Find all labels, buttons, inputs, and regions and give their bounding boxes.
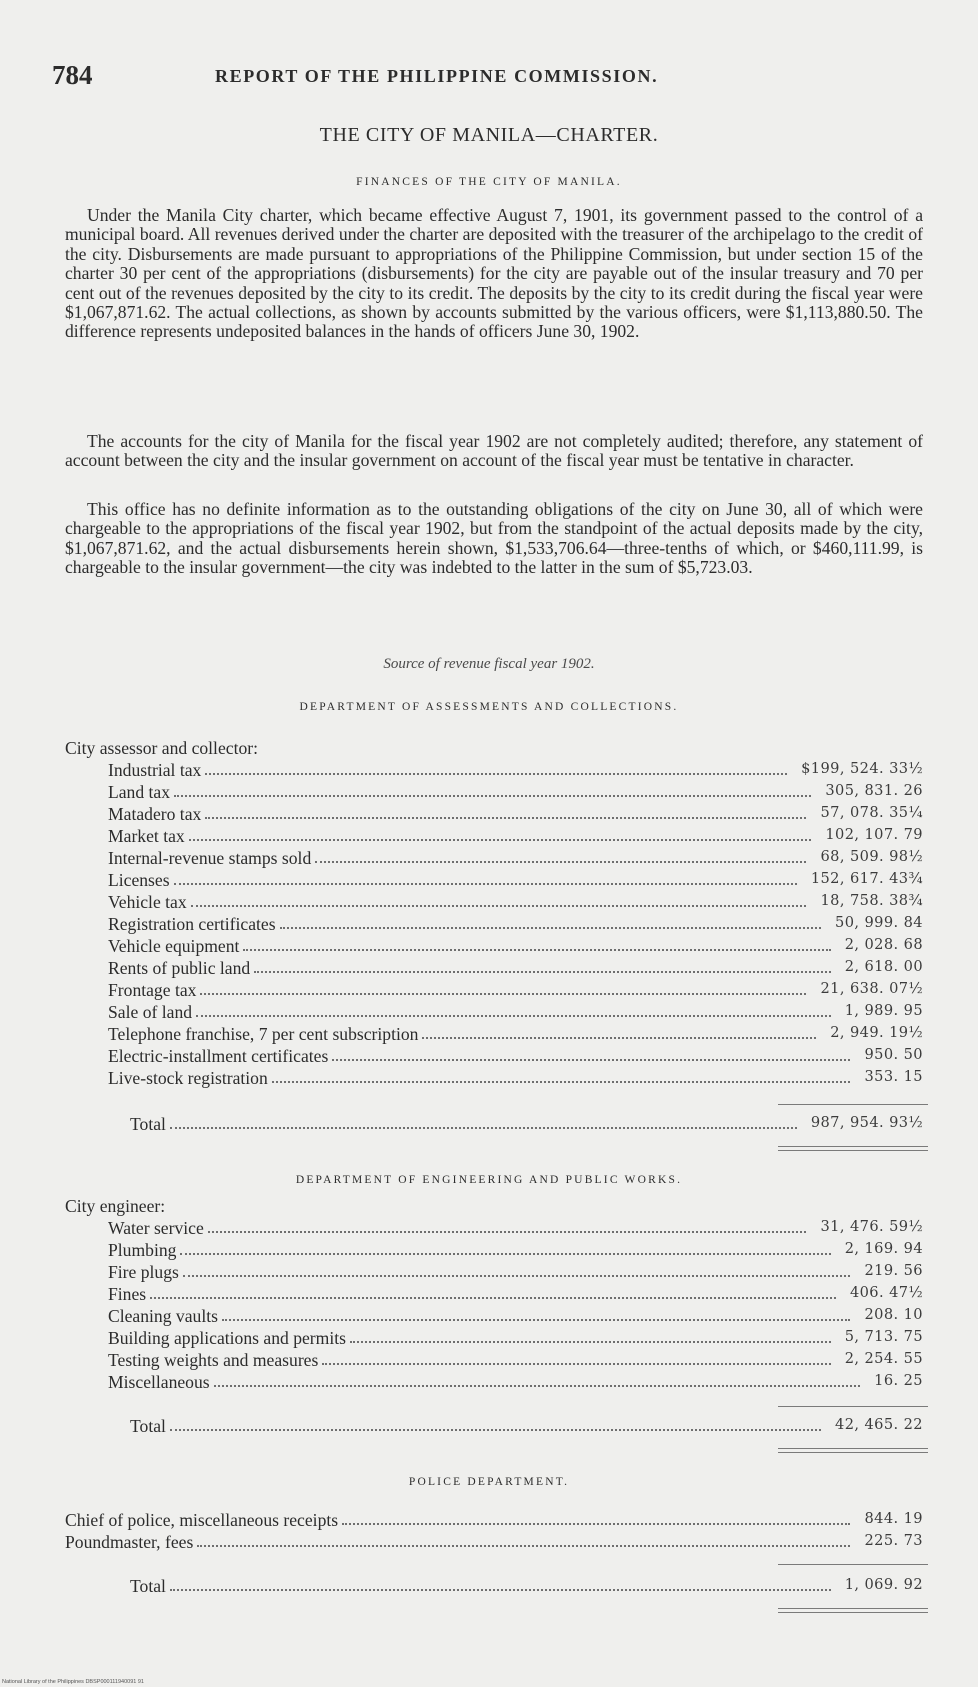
dot-leader xyxy=(243,949,831,951)
row-value: 950. 50 xyxy=(864,1046,923,1063)
dot-leader xyxy=(191,905,806,907)
row-label: Market tax xyxy=(108,826,185,846)
dot-leader xyxy=(315,861,806,863)
row-value: 5, 713. 75 xyxy=(844,1328,923,1345)
dot-leader xyxy=(272,1081,850,1083)
total-row xyxy=(130,1416,923,1436)
row-value: 2, 028. 68 xyxy=(844,936,923,953)
revenue-row xyxy=(108,848,923,868)
dot-leader xyxy=(322,1363,831,1365)
row-label: Licenses xyxy=(108,870,170,890)
row-value: 21, 638. 07½ xyxy=(820,980,923,997)
row-value: 2, 254. 55 xyxy=(844,1350,923,1367)
running-title: REPORT OF THE PHILIPPINE COMMISSION. xyxy=(215,66,659,86)
row-value: 406. 47½ xyxy=(849,1284,923,1301)
row-label: Registration certificates xyxy=(108,914,276,934)
row-value: 208. 10 xyxy=(864,1306,923,1323)
subtotal-rule xyxy=(778,1564,928,1565)
dot-leader xyxy=(254,971,831,973)
police-heading: POLICE DEPARTMENT. xyxy=(408,1476,570,1488)
page-number: 784 xyxy=(52,60,93,90)
revenue-row xyxy=(108,1046,923,1066)
revenue-row xyxy=(65,1532,923,1552)
revenue-row xyxy=(108,936,923,956)
assessor-group-label: City assessor and collector: xyxy=(65,738,258,758)
row-value: 152, 617. 43¾ xyxy=(810,870,923,887)
row-label: Fire plugs xyxy=(108,1262,179,1282)
row-label: Chief of police, miscellaneous receipts xyxy=(65,1510,339,1530)
revenue-row xyxy=(108,892,923,912)
dot-leader xyxy=(280,927,821,929)
dot-leader xyxy=(205,773,787,775)
dot-leader xyxy=(180,1253,831,1255)
row-label: Frontage tax xyxy=(108,980,197,1000)
row-value: 16. 25 xyxy=(874,1372,923,1389)
revenue-row xyxy=(108,980,923,1000)
total-row xyxy=(130,1114,923,1134)
row-value: 305, 831. 26 xyxy=(825,782,923,799)
row-label: Electric-installment certificates xyxy=(108,1046,329,1066)
row-label: Internal-revenue stamps sold xyxy=(108,848,312,868)
row-value: 18, 758. 38¾ xyxy=(820,892,923,909)
row-label: Sale of land xyxy=(108,1002,193,1022)
dot-leader xyxy=(183,1275,850,1277)
row-value: 2, 618. 00 xyxy=(844,958,923,975)
dot-leader xyxy=(170,1127,797,1129)
engineer-group-label: City engineer: xyxy=(65,1196,166,1216)
revenue-row xyxy=(108,1240,923,1260)
row-value: 225. 73 xyxy=(864,1532,923,1549)
dot-leader xyxy=(200,993,806,995)
archive-credit: National Library of the Philippines DBSP000111940091 91 xyxy=(2,1679,144,1685)
row-value: 2, 949. 19½ xyxy=(830,1024,923,1041)
revenue-row xyxy=(108,914,923,934)
revenue-row xyxy=(108,826,923,846)
row-label: Industrial tax xyxy=(108,760,202,780)
row-label: Matadero tax xyxy=(108,804,202,824)
revenue-row xyxy=(108,760,923,780)
dot-leader xyxy=(197,1545,850,1547)
paragraph-obligations: This office has no definite information as to the outstanding obligations of the city on June 30, all of which were chargeable to the appropriations of the fiscal year 1902, but from the standpoint of the actual deposits made by the city, $1,067,871.62, and the actual disbursements herein shown, $1,533,706.64—three-tenths of which, or $460,111.99, is chargeable to the insular government—the city was indebted to the latter in the sum of $5,723.03. xyxy=(65,499,923,578)
revenue-row xyxy=(108,870,923,890)
dot-leader xyxy=(208,1231,806,1233)
paragraph-accounts: The accounts for the city of Manila for the fiscal year 1902 are not completely audited; therefore, any statement of account between the city and the insular government on account of the fiscal year must be tentative in character. xyxy=(65,431,923,471)
total-value: 1, 069. 92 xyxy=(844,1576,923,1593)
row-value: 219. 56 xyxy=(864,1262,923,1279)
dot-leader xyxy=(170,1429,821,1431)
engineering-heading: DEPARTMENT OF ENGINEERING AND PUBLIC WORKS. xyxy=(295,1174,683,1186)
revenue-row xyxy=(108,1262,923,1282)
revenue-row xyxy=(108,1002,923,1022)
row-value: $199, 524. 33½ xyxy=(801,760,923,777)
revenue-row xyxy=(65,1510,923,1530)
dot-leader xyxy=(150,1297,836,1299)
total-label: Total xyxy=(130,1576,166,1596)
row-label: Land tax xyxy=(108,782,171,802)
row-value: 68, 509. 98½ xyxy=(820,848,923,865)
total-value: 987, 954. 93½ xyxy=(810,1114,923,1131)
dot-leader xyxy=(174,883,797,885)
row-label: Plumbing xyxy=(108,1240,177,1260)
total-double-rule xyxy=(778,1146,928,1151)
subtotal-rule xyxy=(778,1104,928,1105)
row-value: 57, 078. 35¼ xyxy=(820,804,923,821)
total-double-rule xyxy=(778,1608,928,1613)
row-label: Telephone franchise, 7 per cent subscription xyxy=(108,1024,419,1044)
dot-leader xyxy=(205,817,806,819)
row-label: Water service xyxy=(108,1218,204,1238)
dot-leader xyxy=(174,795,811,797)
row-label: Miscellaneous xyxy=(108,1372,210,1392)
dot-leader xyxy=(214,1385,860,1387)
row-value: 844. 19 xyxy=(864,1510,923,1527)
row-label: Vehicle equipment xyxy=(108,936,240,956)
revenue-row xyxy=(108,1218,923,1238)
total-row xyxy=(130,1576,923,1596)
revenue-row xyxy=(108,1372,923,1392)
dot-leader xyxy=(422,1037,816,1039)
row-label: Fines xyxy=(108,1284,147,1304)
row-value: 353. 15 xyxy=(864,1068,923,1085)
revenue-row xyxy=(108,804,923,824)
finances-heading: FINANCES OF THE CITY OF MANILA. xyxy=(356,176,622,188)
row-value: 1, 989. 95 xyxy=(844,1002,923,1019)
row-label: Vehicle tax xyxy=(108,892,187,912)
row-value: 102, 107. 79 xyxy=(825,826,923,843)
revenue-row xyxy=(108,1284,923,1304)
revenue-row xyxy=(108,1328,923,1348)
assessments-heading: DEPARTMENT OF ASSESSMENTS AND COLLECTIONS. xyxy=(299,701,679,713)
total-double-rule xyxy=(778,1448,928,1453)
total-value: 42, 465. 22 xyxy=(835,1416,923,1433)
document-title: THE CITY OF MANILA—CHARTER. xyxy=(319,124,659,146)
dot-leader xyxy=(189,839,811,841)
row-label: Live-stock registration xyxy=(108,1068,268,1088)
subtotal-rule xyxy=(778,1406,928,1407)
paragraph-charter: Under the Manila City charter, which became effective August 7, 1901, its government passed to the control of a municipal board. All revenues derived under the charter are deposited with the treasurer of the archipelago to the credit of the city. Disbursements are made pursuant to appropriations of the Philippine Commission, but under section 15 of the charter 30 per cent of the appropriations (disbursements) for the city are payable out of the insular treasury and 70 per cent out of the revenues deposited by the city to its credit. The deposits by the city to its credit during the fiscal year were $1,067,871.62. The actual collections, as shown by accounts submitted by the various officers, were $1,113,880.50. The difference represents undeposited balances in the hands of officers June 30, 1902. xyxy=(65,205,923,342)
total-label: Total xyxy=(130,1114,166,1134)
row-label: Rents of public land xyxy=(108,958,251,978)
total-label: Total xyxy=(130,1416,166,1436)
row-value: 2, 169. 94 xyxy=(844,1240,923,1257)
revenue-row xyxy=(108,1068,923,1088)
running-head xyxy=(52,60,932,96)
dot-leader xyxy=(170,1589,831,1591)
revenue-row xyxy=(108,958,923,978)
row-label: Cleaning vaults xyxy=(108,1306,218,1326)
row-value: 31, 476. 59½ xyxy=(820,1218,923,1235)
row-label: Poundmaster, fees xyxy=(65,1532,194,1552)
revenue-caption: Source of revenue fiscal year 1902. xyxy=(383,656,595,672)
revenue-row xyxy=(108,1024,923,1044)
revenue-row xyxy=(108,782,923,802)
row-label: Building applications and permits xyxy=(108,1328,346,1348)
dot-leader xyxy=(332,1059,850,1061)
dot-leader xyxy=(222,1319,850,1321)
revenue-row xyxy=(108,1350,923,1370)
row-label: Testing weights and measures xyxy=(108,1350,319,1370)
dot-leader xyxy=(196,1015,831,1017)
revenue-row xyxy=(108,1306,923,1326)
dot-leader xyxy=(350,1341,831,1343)
dot-leader xyxy=(342,1523,850,1525)
row-value: 50, 999. 84 xyxy=(835,914,923,931)
